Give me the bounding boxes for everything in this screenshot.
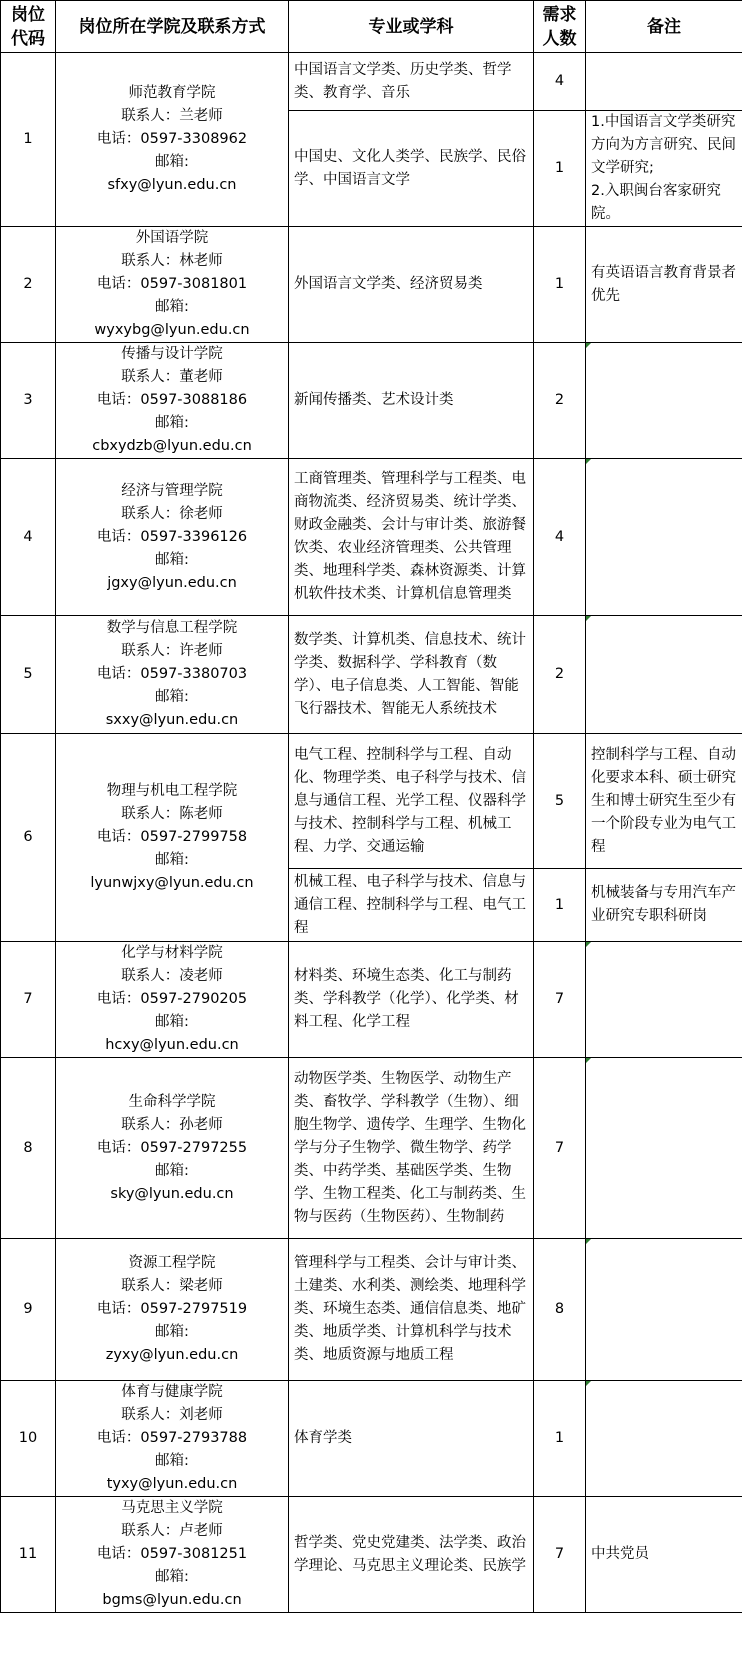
college-email-label: 邮箱: [155,299,189,315]
remarks [586,1381,742,1497]
required-count: 7 [534,942,586,1058]
remarks [586,616,742,734]
college-contact [56,227,289,343]
remarks: 机械装备与专用汽车产业研究专职科研岗 [586,869,742,942]
college-phone: 电话：0597-2797255 [96,1139,248,1156]
college-contact [56,734,289,942]
remarks [586,1058,742,1239]
required-count: 2 [534,343,586,459]
table-row [1,1381,742,1497]
required-count: 5 [534,734,586,869]
college-contact [56,1381,289,1497]
college-contact: 联系人：卢老师 [121,1523,223,1539]
college-name: 生命科学学院 [128,1093,216,1110]
college-name: 马克思主义学院 [121,1500,223,1516]
college-phone: 电话：0597-3380703 [96,666,248,682]
remarks: 中共党员 [586,1497,742,1613]
table-row [1,1239,742,1381]
position-code: 7 [1,942,56,1058]
college-contact [56,1497,289,1613]
table-row [1,459,742,616]
college-email-label: 邮箱: [155,852,189,868]
college-phone: 电话：0597-2797519 [96,1301,248,1317]
required-count: 7 [534,1058,586,1239]
table-row [1,942,742,1058]
college-contact: 联系人：刘老师 [121,1407,223,1423]
remarks: 有英语语言教育背景者优先 [586,227,742,343]
major-subjects: 动物医学类、生物医学、动物生产类、畜牧学、学科教学（生物）、细胞生物学、遗传学、生理学、生物化学与分子生物学、微生物学、药学类、中药学类、基础医学类、生物学、生物工程类、化工与制药类、生物与医药（生物医药）、生物制药 [289,1058,534,1239]
college-contact [56,1239,289,1381]
remark-line: 2.入职闽台客家研究院。 [591,183,721,222]
college-phone: 电话：0597-2793788 [96,1430,248,1446]
college-email: sxxy@lyun.edu.cn [105,712,239,728]
header-row [1,1,742,53]
position-code: 6 [1,734,56,942]
college-name: 资源工程学院 [128,1255,216,1271]
college-email-label: 邮箱: [155,154,189,170]
required-count: 1 [534,227,586,343]
college-email: sfxy@lyun.edu.cn [107,177,237,193]
required-count: 1 [534,111,586,227]
college-contact [56,459,289,616]
major-subjects: 新闻传播类、艺术设计类 [289,343,534,459]
college-email: cbxydzb@lyun.edu.cn [92,438,252,454]
college-phone: 电话：0597-3396126 [96,528,248,545]
required-count: 1 [534,869,586,942]
college-name: 物理与机电工程学院 [106,783,238,799]
college-email-label: 邮箱: [155,551,189,568]
table-row [1,1497,742,1613]
college-email-label: 邮箱: [155,1014,189,1030]
college-email-label: 邮箱: [155,415,189,431]
college-contact: 联系人：梁老师 [121,1278,223,1294]
college-email: lyunwjxy@lyun.edu.cn [90,875,254,891]
college-name: 数学与信息工程学院 [106,620,238,636]
remarks [586,111,742,227]
college-name: 经济与管理学院 [121,482,223,499]
major-subjects: 数学类、计算机类、信息技术、统计学类、数据科学、学科教育（数学）、电子信息类、人工智能、智能飞行器技术、智能无人系统技术 [289,616,534,734]
college-email: wyxybg@lyun.edu.cn [94,322,250,338]
college-email-label: 邮箱: [155,1569,189,1585]
remarks [586,53,742,111]
college-name: 外国语学院 [135,230,209,246]
required-count: 4 [534,53,586,111]
required-count: 1 [534,1381,586,1497]
major-subjects: 管理科学与工程类、会计与审计类、土建类、水利类、测绘类、地理科学类、环境生态类、通信信息类、地矿类、地质学类、计算机科学与技术类、地质资源与地质工程 [289,1239,534,1381]
college-phone: 电话：0597-3081801 [96,276,248,292]
table-row [1,1058,742,1239]
college-contact: 联系人：凌老师 [121,968,223,984]
college-name: 体育与健康学院 [121,1384,223,1400]
college-email-label: 邮箱: [155,1162,189,1179]
college-contact [56,53,289,227]
table-row [1,53,742,111]
required-count: 7 [534,1497,586,1613]
required-count: 4 [534,459,586,616]
remarks [586,1239,742,1381]
college-contact [56,343,289,459]
position-code: 4 [1,459,56,616]
remarks: 控制科学与工程、自动化要求本科、硕士研究生和博士研究生至少有一个阶段专业为电气工程 [586,734,742,869]
table-row [1,616,742,734]
college-contact [56,1058,289,1239]
college-contact: 联系人：孙老师 [121,1116,223,1133]
table-header [1,1,742,53]
college-phone: 电话：0597-2799758 [96,829,248,845]
position-code: 3 [1,343,56,459]
header-college: 岗位所在学院及联系方式 [56,1,289,53]
required-count: 2 [534,616,586,734]
major-subjects: 中国史、文化人类学、民族学、民俗学、中国语言文学 [289,111,534,227]
position-code: 2 [1,227,56,343]
major-subjects: 体育学类 [289,1381,534,1497]
college-email-label: 邮箱: [155,1453,189,1469]
college-name: 师范教育学院 [128,85,216,101]
header-note: 备注 [586,1,742,53]
college-phone: 电话：0597-3088186 [96,392,248,408]
college-contact [56,616,289,734]
college-email: sky@lyun.edu.cn [110,1185,234,1202]
remarks [586,343,742,459]
college-phone: 电话：0597-2790205 [96,991,248,1007]
major-subjects: 电气工程、控制科学与工程、自动化、物理学类、电子科学与技术、信息与通信工程、光学工程、仪器科学与技术、控制科学与工程、机械工程、力学、交通运输 [289,734,534,869]
remarks [586,459,742,616]
college-email: bgms@lyun.edu.cn [102,1592,242,1608]
position-code: 5 [1,616,56,734]
remark-line: 1.中国语言文学类研究方向为方言研究、民间文学研究; [591,114,736,176]
major-subjects: 机械工程、电子科学与技术、信息与通信工程、控制科学与工程、电气工程 [289,869,534,942]
college-email: hcxy@lyun.edu.cn [105,1037,239,1053]
college-email: jgxy@lyun.edu.cn [107,574,237,591]
college-name: 传播与设计学院 [121,346,223,362]
college-email-label: 邮箱: [155,689,189,705]
position-code: 8 [1,1058,56,1239]
college-email-label: 邮箱: [155,1324,189,1340]
major-subjects: 材料类、环境生态类、化工与制药类、学科教学（化学）、化学类、材料工程、化学工程 [289,942,534,1058]
college-email: tyxy@lyun.edu.cn [106,1476,238,1492]
header-code: 岗位代码 [1,1,56,53]
college-contact: 联系人：董老师 [121,369,223,385]
major-subjects: 工商管理类、管理科学与工程类、电商物流类、经济贸易类、统计学类、财政金融类、会计与审计类、旅游餐饮类、农业经济管理类、公共管理类、地理科学类、森林资源类、计算机软件技术类、计算机信息管理类 [289,459,534,616]
college-phone: 电话：0597-3308962 [96,131,248,147]
major-subjects: 中国语言文学类、历史学类、哲学类、教育学、音乐 [289,53,534,111]
position-code: 11 [1,1497,56,1613]
table-row [1,734,742,869]
college-phone: 电话：0597-3081251 [96,1546,248,1562]
college-name: 化学与材料学院 [121,945,223,961]
college-email: zyxy@lyun.edu.cn [105,1347,239,1363]
position-code: 9 [1,1239,56,1381]
college-contact [56,942,289,1058]
required-count: 8 [534,1239,586,1381]
position-code: 10 [1,1381,56,1497]
college-contact: 联系人：许老师 [121,643,223,659]
header-major: 专业或学科 [289,1,534,53]
position-code: 1 [1,53,56,227]
remarks [586,942,742,1058]
college-contact: 联系人：兰老师 [121,108,223,124]
table-row [1,227,742,343]
header-count: 需求人数 [534,1,586,53]
college-contact: 联系人：陈老师 [121,806,223,822]
college-contact: 联系人：徐老师 [121,505,223,522]
table-row [1,343,742,459]
table-body [1,53,742,1613]
college-contact: 联系人：林老师 [121,253,223,269]
major-subjects: 外国语言文学类、经济贸易类 [289,227,534,343]
major-subjects: 哲学类、党史党建类、法学类、政治学理论、马克思主义理论类、民族学 [289,1497,534,1613]
